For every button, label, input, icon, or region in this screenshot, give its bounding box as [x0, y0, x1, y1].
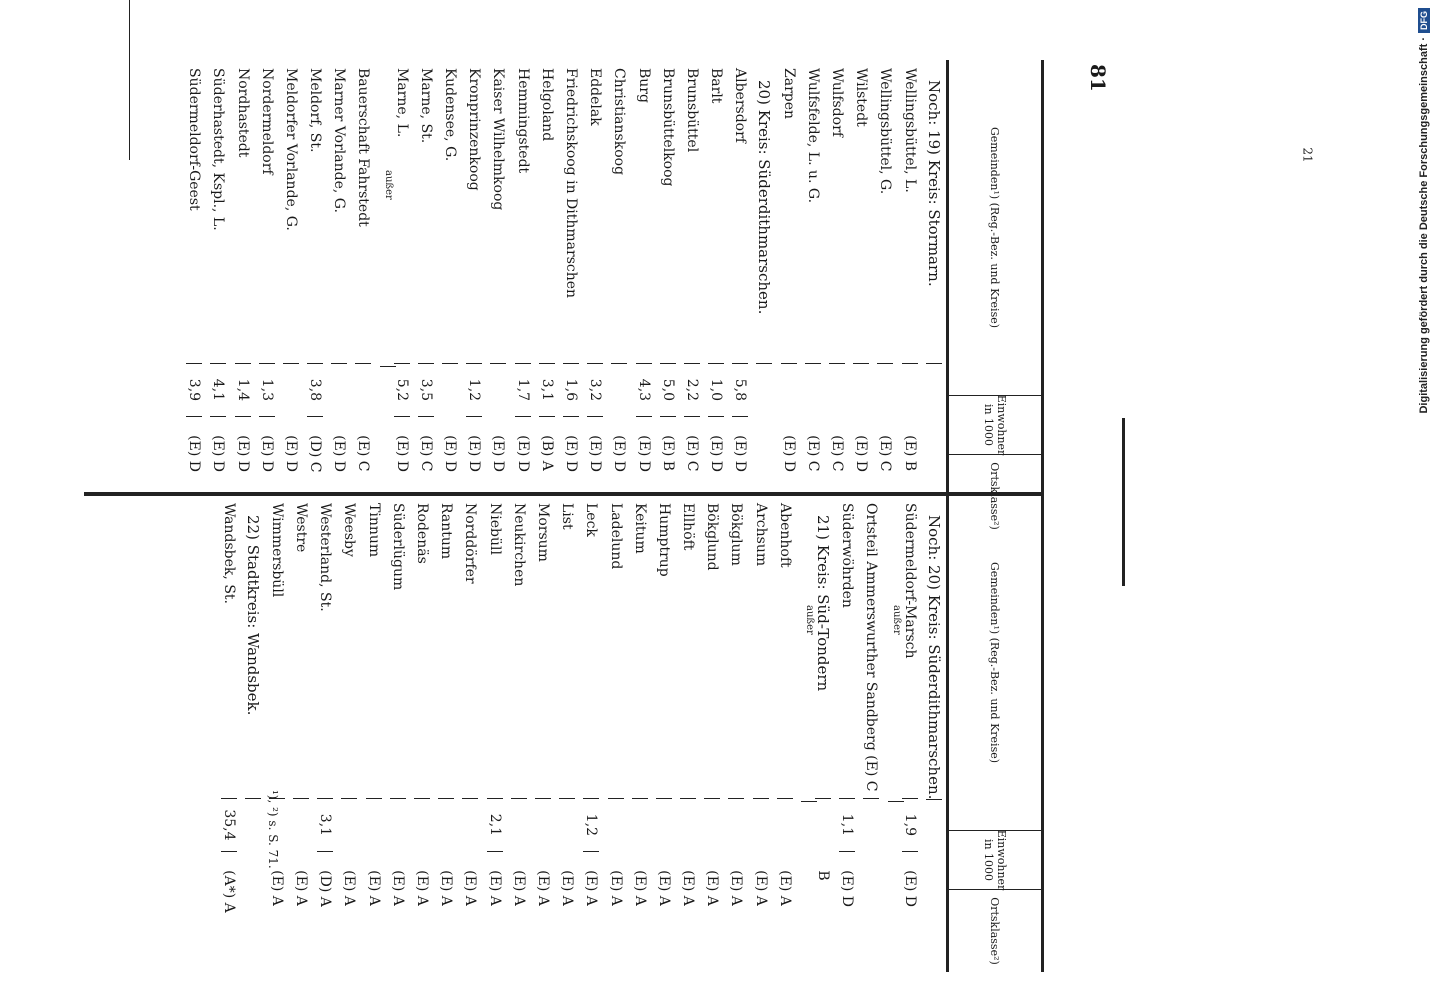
class-value: (E) D — [210, 435, 227, 472]
population-value: 3,9 — [186, 364, 202, 417]
table-row — [611, 60, 635, 493]
table-row — [487, 495, 511, 928]
dfg-logo-icon: DFG — [1418, 8, 1430, 33]
class-value: (E) A — [704, 870, 721, 906]
population-value: 5,8 — [732, 364, 748, 417]
class-value: (E) D — [393, 435, 410, 472]
footnote: ¹), ²) s. S. 71. — [266, 790, 280, 869]
population-value: 3,1 — [317, 799, 333, 852]
class-value: (E) D — [611, 435, 628, 472]
population-value: 35,4 — [221, 799, 237, 852]
class-value: (E) C — [683, 435, 700, 472]
class-value: (E) D — [442, 435, 459, 472]
population-value: 3,5 — [418, 364, 434, 417]
rotated-content — [10, 0, 1110, 1000]
municipality-name: Eddelak — [587, 60, 603, 364]
table-row — [466, 60, 490, 493]
municipality-name: Albersdorf — [732, 60, 748, 364]
municipality-name: Südermeldorf-Geest — [186, 60, 202, 364]
municipality-name: Marner Vorlande, G. — [331, 60, 347, 364]
table-row — [732, 60, 756, 493]
class-value: (E) A — [365, 870, 382, 906]
class-value: (E) A — [486, 870, 503, 906]
table-row — [511, 495, 535, 928]
population-value: 1,1 — [839, 799, 855, 852]
table-row — [777, 495, 801, 928]
table-row — [632, 495, 656, 928]
table-row — [210, 60, 234, 493]
municipality-name: Keitum — [632, 495, 648, 799]
class-value: (E) A — [389, 870, 406, 906]
section-heading-row — [757, 60, 781, 493]
table-row — [366, 495, 390, 928]
table-row — [563, 60, 587, 493]
municipality-name: Kaiser Wilhelmkoog — [490, 60, 506, 364]
municipality-name: Ortsteil Ammerswurther Sandberg (E) C — [863, 495, 879, 799]
municipality-name: Meldorfer Vorlande, G. — [283, 60, 299, 364]
population-value: 1,3 — [259, 364, 275, 417]
municipality-name: Wulfsdorf — [829, 60, 845, 364]
municipality-name: Rantum — [438, 495, 454, 799]
class-value: (E) D — [563, 435, 579, 472]
table-row — [684, 60, 708, 493]
table-row — [342, 495, 366, 928]
center-rule — [1122, 418, 1125, 586]
table-row — [307, 60, 331, 493]
population-value: 1,2 — [583, 799, 599, 852]
municipality-name: Ellhöft — [680, 495, 696, 799]
population-value: 5,0 — [660, 364, 676, 417]
table-row — [839, 495, 863, 928]
municipality-name: Bauerschaft Fahrstedt — [356, 60, 372, 364]
class-value: (E) D — [839, 870, 856, 907]
class-value: (B) A — [538, 435, 555, 471]
municipality-name: Nordermeldorf — [259, 60, 275, 364]
municipality-name: Bökglund — [704, 495, 720, 799]
table-row — [781, 60, 805, 493]
municipality-name: Hemmingstedt — [515, 60, 531, 364]
sub-note-row — [380, 60, 394, 493]
header-population: Einwohner in 1000 — [949, 831, 1041, 890]
side-page-number: 21 — [1300, 147, 1315, 163]
class-value: (E) D — [258, 435, 275, 472]
municipality-name: Kudensee, G. — [442, 60, 458, 364]
table-row — [186, 60, 210, 493]
municipality-name: Süderhastedt, Kspl., L. — [210, 60, 226, 364]
table-row — [853, 60, 877, 493]
class-value: (E) D — [514, 435, 531, 472]
class-value: (E) A — [462, 870, 479, 906]
population-value: 2,1 — [487, 799, 503, 852]
municipality-name: Wulfsfelde, L. u. G. — [805, 60, 821, 364]
municipality-name: Wandsbek, St. — [221, 495, 237, 799]
municipality-name: Wellingsbüttel, L. — [902, 60, 918, 364]
population-value: 1,0 — [708, 364, 724, 417]
table-row — [515, 60, 539, 493]
class-value: (E) D — [901, 870, 918, 907]
population-value: 1,4 — [235, 364, 251, 417]
class-value: (E) D — [708, 435, 725, 472]
footnote-rule — [129, 0, 130, 160]
class-value: (E) C — [829, 435, 846, 472]
digitization-note — [1412, 8, 1436, 988]
class-value: B — [815, 870, 832, 881]
right-table — [74, 495, 1074, 965]
table-row — [390, 495, 414, 928]
class-value: (E) A — [752, 870, 769, 906]
class-value: (E) A — [607, 870, 624, 906]
sidebar — [1412, 8, 1436, 988]
municipality-name: Norddörfer — [462, 495, 478, 799]
table-row — [539, 60, 563, 493]
table-row — [259, 60, 283, 493]
municipality-name: Kronprinzenkoog — [466, 60, 482, 364]
class-value: (E) D — [186, 435, 203, 472]
tables-area — [74, 60, 1074, 965]
municipality-name: Helgoland — [539, 60, 555, 364]
table-row — [729, 495, 753, 928]
right-table-header — [946, 495, 1044, 972]
population-value: 1,9 — [902, 799, 918, 852]
class-value: (E) D — [780, 435, 797, 472]
population-value: 2,2 — [684, 364, 700, 417]
class-value: (E) D — [466, 435, 483, 472]
class-value: (E) A — [293, 870, 310, 906]
table-row — [877, 60, 901, 493]
municipality-name: Humptrup — [656, 495, 672, 799]
municipality-name: Rodenäs — [414, 495, 430, 799]
table-row — [660, 60, 684, 493]
municipality-name: Süderlügum — [390, 495, 406, 799]
class-value: (E) A — [631, 870, 648, 906]
table-row — [708, 60, 732, 493]
table-row — [680, 495, 704, 928]
municipality-name: Brunsbüttelkoog — [660, 60, 676, 364]
table-row — [902, 495, 926, 928]
table-row — [863, 495, 887, 928]
table-row — [587, 60, 611, 493]
population-value: 4,1 — [210, 364, 226, 417]
class-value: (E) C — [417, 435, 434, 472]
municipality-name: Zarpen — [781, 60, 797, 364]
municipality-name: Südermeldorf-Marsch — [902, 495, 918, 799]
municipality-name: Neukirchen — [511, 495, 527, 799]
section-heading-row — [926, 495, 950, 928]
population-value: 1,7 — [515, 364, 531, 417]
header-name: Gemeinden¹) (Reg.-Bez. und Kreise) — [949, 60, 1041, 396]
class-value: (E) D — [490, 435, 507, 472]
municipality-name: Weesby — [342, 495, 358, 799]
sub-note-row — [801, 495, 815, 928]
municipality-name: Noch: 19) Kreis: Stormarn. — [926, 60, 942, 364]
page-number: 81 — [1086, 64, 1110, 92]
class-value: (E) A — [559, 870, 576, 906]
municipality-name: Christianskoog — [611, 60, 627, 364]
table-row — [829, 60, 853, 493]
municipality-name: List — [559, 495, 575, 799]
header-name: Gemeinden¹) (Reg.-Bez. und Kreise) — [949, 495, 1041, 831]
municipality-name: 22) Stadtkreis: Wandsbek. — [245, 495, 261, 799]
class-value: (E) A — [341, 870, 358, 906]
population-value: 4,3 — [636, 364, 652, 417]
class-value: (E) C — [804, 435, 821, 472]
header-class: Ortsklasse²) — [988, 462, 1002, 530]
municipality-name: 21) Kreis: Süd-Tondern — [815, 495, 831, 799]
table-row — [235, 60, 259, 493]
class-value: (E) B — [659, 435, 676, 472]
municipality-name: Morsum — [535, 495, 551, 799]
table-row — [608, 495, 632, 928]
table-row — [462, 495, 486, 928]
class-value: (E) D — [282, 435, 299, 472]
municipality-name: Ladelund — [608, 495, 624, 799]
municipality-name: Tinnum — [366, 495, 382, 799]
table-row — [753, 495, 777, 928]
municipality-name: Marne, St. — [418, 60, 434, 364]
table-row — [805, 60, 829, 493]
table-row — [293, 495, 317, 928]
right-table-rows — [221, 495, 950, 928]
table-row — [583, 495, 607, 928]
municipality-name: Abenhoft — [777, 495, 793, 799]
header-class: Ortsklasse²) — [988, 897, 1002, 965]
municipality-name: Leck — [583, 495, 599, 799]
left-table-rows — [186, 60, 950, 493]
class-value: (E) B — [901, 435, 918, 472]
class-value: (E) A — [510, 870, 527, 906]
class-value: (D) C — [307, 435, 324, 473]
digitization-text: Digitalisierung gefördert durch die Deutsche Forschungsgemeinschaft · — [1418, 37, 1430, 414]
class-value: (E) A — [438, 870, 455, 906]
class-value: (E) A — [268, 870, 285, 906]
municipality-name: Bökglum — [729, 495, 745, 799]
population-value: 3,1 — [539, 364, 555, 417]
municipality-name: außer — [380, 60, 396, 367]
table-row — [438, 495, 462, 928]
population-value: 3,8 — [307, 364, 323, 417]
table-row — [317, 495, 341, 928]
table-row — [394, 60, 418, 493]
table-row — [636, 60, 660, 493]
class-value: (E) D — [853, 435, 870, 472]
municipality-name: Niebüll — [487, 495, 503, 799]
class-value: (E) C — [355, 435, 372, 472]
municipality-name: Brunsbüttel — [684, 60, 700, 364]
table-row — [902, 60, 926, 493]
table-row — [656, 495, 680, 928]
class-value: (E) A — [776, 870, 793, 906]
table-row — [414, 495, 438, 928]
municipality-name: Meldorf, St. — [307, 60, 323, 364]
class-value: (A*) A — [220, 870, 237, 913]
class-value: (E) C — [877, 435, 894, 472]
municipality-name: Nordhastedt — [235, 60, 251, 364]
population-value: 5,2 — [394, 364, 410, 417]
municipality-name: Süderwöhrden — [839, 495, 855, 799]
population-value: 1,6 — [563, 364, 579, 417]
municipality-name: Wimmersbüll — [269, 495, 285, 799]
municipality-name: Wellingsbüttel, G. — [877, 60, 893, 364]
municipality-name: Barlt — [708, 60, 724, 364]
left-table-header — [946, 60, 1044, 537]
municipality-name: Archsum — [753, 495, 769, 799]
class-value: (E) D — [732, 435, 749, 472]
section-heading-row — [926, 60, 950, 493]
class-value: (E) A — [655, 870, 672, 906]
municipality-name: Burg — [636, 60, 652, 364]
table-row — [442, 60, 466, 493]
municipality-name: Noch: 20) Kreis: Süderdithmarschen. — [926, 495, 942, 800]
table-row — [418, 60, 442, 493]
table-row — [283, 60, 307, 493]
municipality-name: 20) Kreis: Süderdithmarschen. — [757, 60, 773, 364]
table-row — [535, 495, 559, 928]
class-value: (E) A — [535, 870, 551, 906]
class-value: (D) A — [317, 870, 334, 907]
class-value: (E) D — [234, 435, 251, 472]
table-row — [221, 495, 245, 928]
class-value: (E) A — [680, 870, 697, 906]
municipality-name: Friedrichskoog in Dithmarschen — [563, 60, 579, 364]
table-row — [490, 60, 514, 493]
municipality-name: Westerland, St. — [317, 495, 333, 799]
class-value: (E) A — [583, 870, 600, 906]
table-row — [331, 60, 355, 493]
table-row — [356, 60, 380, 493]
municipality-name: außer — [888, 495, 904, 802]
municipality-name: Wilstedt — [853, 60, 869, 364]
municipality-name: außer — [801, 495, 817, 802]
class-value: (E) D — [331, 435, 348, 472]
class-value: (E) A — [728, 870, 745, 906]
class-value: (E) D — [635, 435, 652, 472]
class-value: (E) D — [587, 435, 604, 472]
class-value: (E) A — [414, 870, 431, 906]
table-row — [704, 495, 728, 928]
population-value: 1,2 — [466, 364, 482, 417]
section-heading-row — [815, 495, 839, 928]
municipality-name: Marne, L. — [394, 60, 410, 364]
table-row — [559, 495, 583, 928]
header-population: Einwohner in 1000 — [949, 396, 1041, 455]
municipality-name: Westre — [293, 495, 309, 799]
sub-note-row — [888, 495, 902, 928]
population-value: 3,2 — [587, 364, 603, 417]
